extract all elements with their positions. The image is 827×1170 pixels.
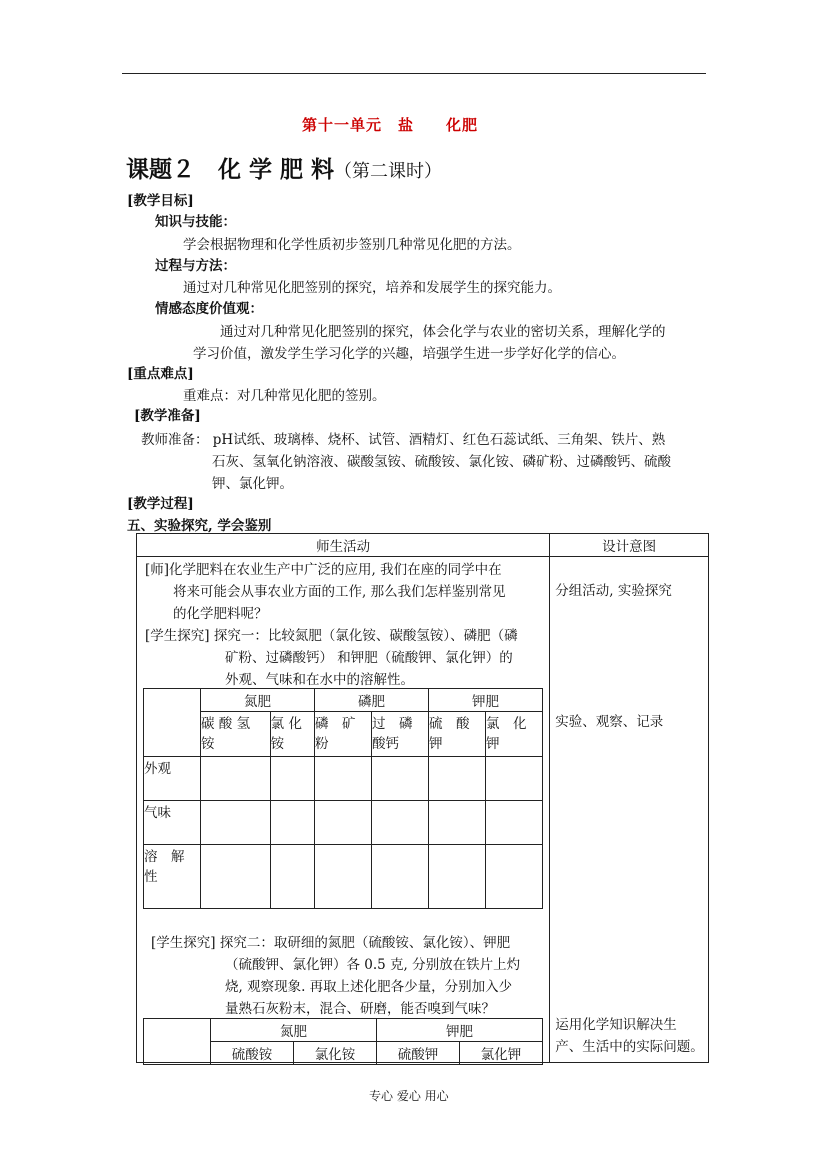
row-label-text: 气味 <box>144 805 171 821</box>
cell <box>428 845 485 909</box>
sub-label-b: 钾 <box>485 736 500 752</box>
cell <box>371 845 428 909</box>
col-header-intent: 设计意图 <box>550 534 709 557</box>
intent-group-activity: 分组活动, 实验探究 <box>555 583 672 599</box>
cell <box>485 757 542 801</box>
explore1-line-1: [学生探究] 探究一：比较氮肥（氯化铵、碳酸氢铵）、磷肥（磷 <box>145 628 518 644</box>
process-text: 通过对几种常见化肥签别的探究，培养和发展学生的探究能力。 <box>183 280 561 296</box>
sub-potassium-chloride <box>485 712 542 757</box>
sub-label-b: 铵 <box>201 736 215 752</box>
teacher-line-3: 的化学肥料呢？ <box>173 606 268 622</box>
sub-label-a: 氯 化 <box>270 716 302 732</box>
sub-potassium-chloride: 氯化钾 <box>460 1042 543 1065</box>
cell <box>201 845 271 909</box>
objectives-heading: [教学目标] <box>127 193 194 209</box>
cell <box>270 801 314 845</box>
sub-ammonium-chloride: 氯化铵 <box>294 1042 377 1065</box>
lesson-title <box>126 151 442 184</box>
prep-text-2: 石灰、氢氧化钠溶液、碳酸氢铵、硫酸铵、氯化铵、磷矿粉、过磷酸钙、硫酸 <box>212 454 671 470</box>
sub-label-b: 铵 <box>270 736 285 752</box>
section-five-heading: 五、实验探究, 学会鉴别 <box>127 518 272 534</box>
attitude-text-1: 通过对几种常见化肥签别的探究，体会化学与农业的密切关系，理解化学的 <box>220 324 666 340</box>
group-potassium: 钾肥 <box>377 1019 543 1042</box>
combustion-table <box>143 1018 543 1065</box>
sub-label-a: 氯 化 <box>485 716 527 732</box>
cell <box>314 801 371 845</box>
sub-label-b: 粉 <box>314 736 329 752</box>
cell <box>201 757 271 801</box>
keypoints-heading: [重点难点] <box>127 366 194 382</box>
activity-cell <box>137 557 550 1063</box>
intent-observe: 实验、观察、记录 <box>555 714 664 730</box>
sub-ammonium-chloride <box>270 712 314 757</box>
corner-cell <box>144 1019 211 1065</box>
sub-superphosphate <box>371 712 428 757</box>
explore2-line-2: （硫酸钾、氯化钾）各 0.5 克, 分别放在铁片上灼 <box>225 957 521 973</box>
row-label-text: 外观 <box>144 761 171 777</box>
lesson-title-sub: （第二课时） <box>334 161 443 182</box>
cell <box>428 801 485 845</box>
knowledge-text: 学会根据物理和化学性质初步签别几种常见化肥的方法。 <box>183 237 521 253</box>
sub-label-b: 钾 <box>428 736 443 752</box>
intent-apply-2: 产、生活中的实际问题。 <box>555 1039 704 1055</box>
explore2-line-3: 烧, 观察现象. 再取上述化肥各少量，分别加入少 <box>225 979 513 995</box>
cell <box>485 845 542 909</box>
explore1-line-2: 矿粉、过磷酸钙） 和钾肥（硫酸钾、氯化钾）的 <box>225 650 513 666</box>
col-header-activity: 师生活动 <box>137 534 550 557</box>
row-label-appearance <box>144 757 201 801</box>
cell <box>270 757 314 801</box>
process-label: 过程与方法： <box>155 258 236 274</box>
group-nitrogen: 氮肥 <box>211 1019 377 1042</box>
page-footer: 专心 爱心 用心 <box>369 1089 449 1103</box>
group-potassium: 钾肥 <box>428 689 542 712</box>
cell <box>314 845 371 909</box>
row-label-text: 性 <box>144 869 158 885</box>
cell <box>270 845 314 909</box>
sub-potassium-sulfate: 硫酸钾 <box>377 1042 460 1065</box>
explore1-line-3: 外观、气味和在水中的溶解性。 <box>225 672 414 688</box>
unit-title: 第十一单元 盐 化肥 <box>302 116 479 134</box>
intent-cell <box>550 557 709 1063</box>
sub-label-a: 磷 矿 <box>314 716 356 732</box>
observation-table <box>143 688 543 909</box>
corner-cell <box>144 689 201 757</box>
cell <box>371 801 428 845</box>
sub-label-b: 酸钙 <box>371 736 399 752</box>
header-rule <box>122 73 706 74</box>
cell <box>371 757 428 801</box>
teacher-line-2: 将来可能会从事农业方面的工作, 那么我们怎样鉴别常见 <box>173 584 506 600</box>
group-nitrogen: 氮肥 <box>201 689 315 712</box>
cell <box>485 801 542 845</box>
cell <box>428 757 485 801</box>
prep-text-3: 钾、氯化钾。 <box>212 476 293 492</box>
prep-text-1: 教师准备： pH试纸、玻璃棒、烧杯、试管、酒精灯、红色石蕊试纸、三角架、铁片、熟 <box>141 432 666 448</box>
group-phosphorus: 磷肥 <box>314 689 428 712</box>
knowledge-label: 知识与技能： <box>155 214 236 230</box>
cell <box>314 757 371 801</box>
attitude-text-2: 学习价值，激发学生学习化学的兴趣，培强学生进一步学好化学的信心。 <box>193 346 625 362</box>
row-label-odor <box>144 801 201 845</box>
sub-phosphate-rock <box>314 712 371 757</box>
intent-apply-1: 运用化学知识解决生 <box>555 1017 677 1033</box>
lesson-title-main: 课题２ 化 学 肥 料 <box>126 156 335 183</box>
row-label-text: 溶 解 <box>144 849 185 865</box>
prep-heading: [教学准备] <box>134 408 201 424</box>
sub-ammonium-sulfate: 硫酸铵 <box>211 1042 294 1065</box>
teacher-line-1: [师]化学肥料在农业生产中广泛的应用, 我们在座的同学中在 <box>145 562 502 578</box>
sub-label-a: 碳 酸 氢 <box>201 716 251 732</box>
attitude-label: 情感态度价值观： <box>155 301 263 317</box>
sub-ammonium-bicarbonate <box>201 712 271 757</box>
keypoints-text: 重难点：对几种常见化肥的签别。 <box>183 388 386 404</box>
activity-table <box>136 533 709 1063</box>
cell <box>201 801 271 845</box>
explore2-line-4: 量熟石灰粉末，混合、研磨，能否嗅到气味？ <box>225 1001 495 1017</box>
row-label-solubility <box>144 845 201 909</box>
explore2-line-1: [学生探究] 探究二：取研细的氮肥（硫酸铵、氯化铵）、钾肥 <box>151 935 511 951</box>
sub-label-a: 硫 酸 <box>428 716 470 732</box>
sub-label-a: 过 磷 <box>371 716 413 732</box>
process-heading: [教学过程] <box>127 496 194 512</box>
sub-potassium-sulfate <box>428 712 485 757</box>
